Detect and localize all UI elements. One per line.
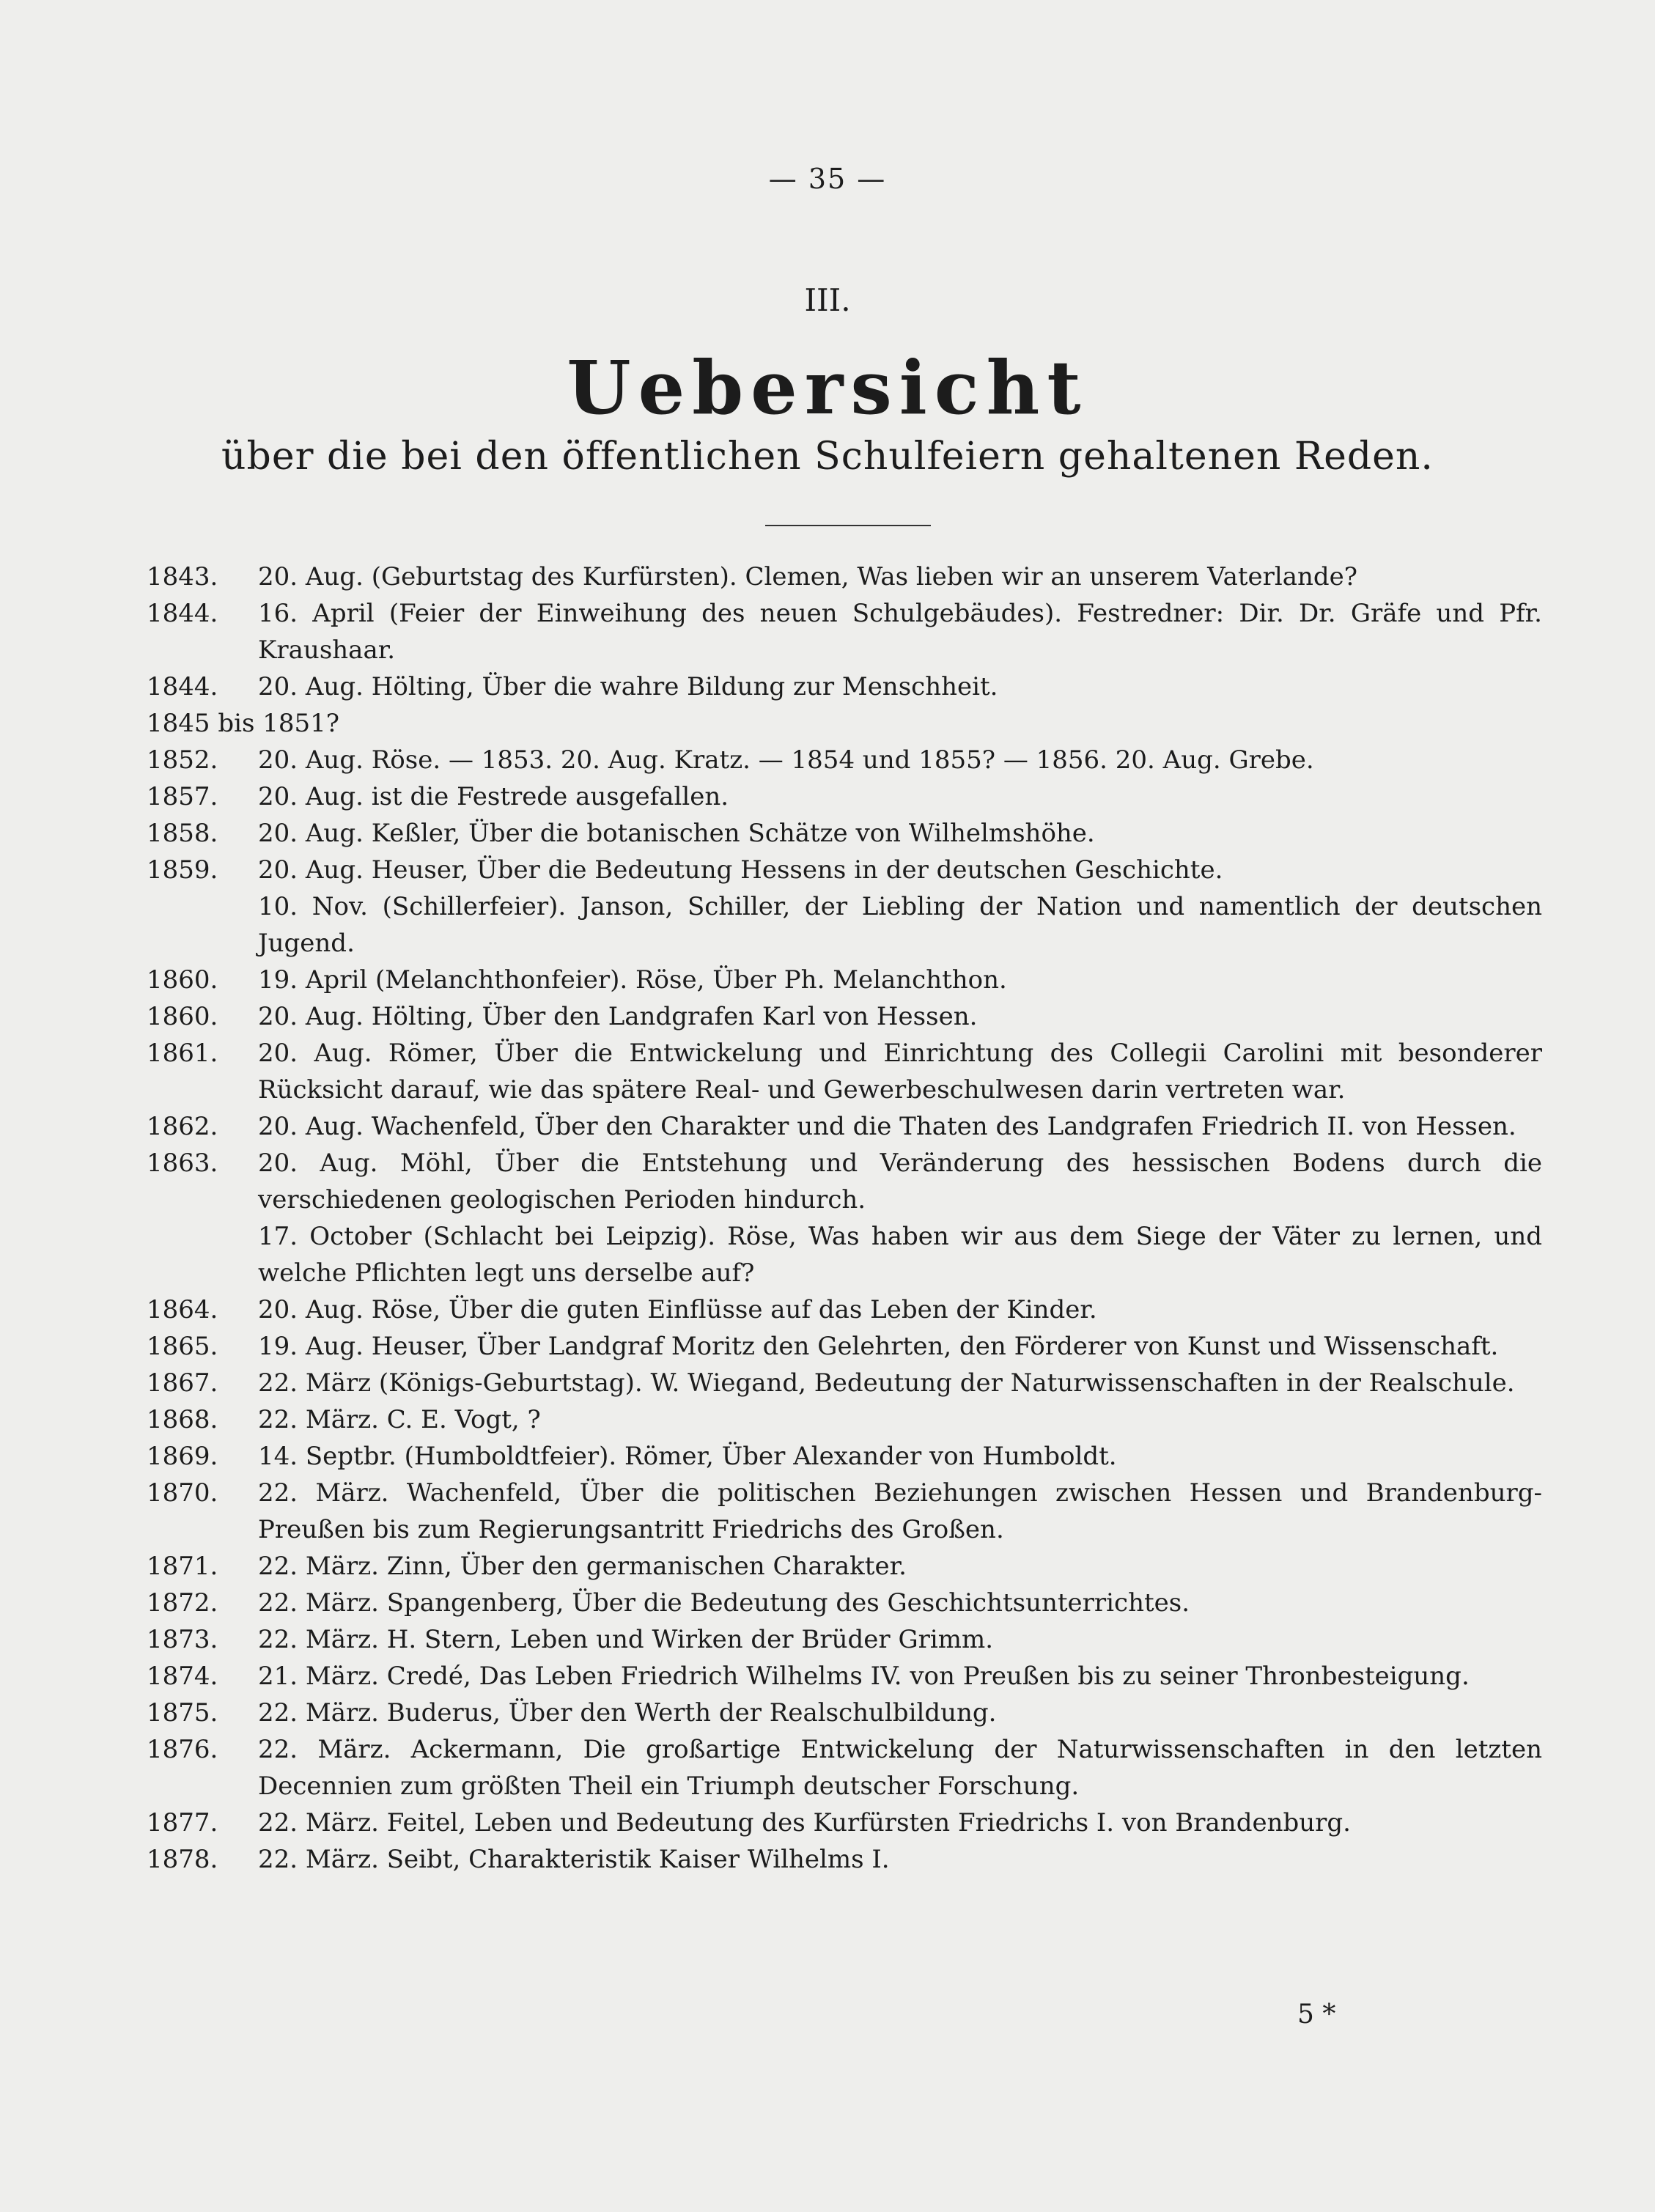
list-item [0,1035,1655,1108]
list-item [0,668,1655,705]
entry-text: 17. October (Schlacht bei Leipzig). Röse, Was haben wir aus dem Siege der Väter zu lernen, und welche Pflichten legt uns derselbe auf? [258,1222,1542,1288]
entry-year: 1877. [147,1808,218,1837]
list-item [0,558,1655,595]
list-item [0,1695,1655,1731]
list-item [0,595,1655,668]
page-number: — 35 — [768,163,887,195]
entry-text: 22. März. Feitel, Leben und Bedeutung des Kurfürsten Friedrichs I. von Brandenburg. [258,1808,1351,1837]
list-item [0,1365,1655,1401]
entry-year: 1844. [147,672,218,701]
list-item [0,1475,1655,1548]
title-divider [765,525,931,526]
entry-text: 19. April (Melanchthonfeier). Röse, Über Ph. Melanchthon. [258,965,1007,995]
entry-year: 1867. [147,1368,218,1398]
entry-year: 1875. [147,1698,218,1728]
list-item [0,742,1655,778]
page-subtitle: über die bei den öffentlichen Schulfeiern gehaltenen Reden. [221,435,1434,479]
entry-year: 1865. [147,1332,218,1361]
entry-year: 1863. [147,1149,218,1178]
entry-year: 1860. [147,1002,218,1031]
entry-year: 1872. [147,1588,218,1618]
list-item [0,1218,1655,1291]
entry-text: 20. Aug. Heuser, Über die Bedeutung Hessens in der deutschen Geschichte. [258,855,1223,885]
list-item [0,1438,1655,1475]
list-item [0,1145,1655,1218]
entry-text: 20. Aug. Hölting, Über die wahre Bildung zur Menschheit. [258,672,998,701]
entry-year: 1859. [147,855,218,885]
entry-text: 19. Aug. Heuser, Über Landgraf Moritz den Gelehrten, den Förderer von Kunst und Wissenschaft. [258,1332,1499,1361]
entry-text: 22. März. Wachenfeld, Über die politischen Beziehungen zwischen Hessen und Brandenburg-Preußen bis zum Regierungsantritt Friedrichs des Großen. [258,1478,1542,1544]
list-item [0,778,1655,815]
entry-text: 21. März. Credé, Das Leben Friedrich Wilhelms IV. von Preußen bis zu seiner Thronbesteigung. [258,1662,1470,1691]
list-item [0,1328,1655,1365]
entry-year: 1871. [147,1552,218,1581]
entry-text: 14. Septbr. (Humboldtfeier). Römer, Über Alexander von Humboldt. [258,1442,1117,1471]
entry-text: 20. Aug. Wachenfeld, Über den Charakter und die Thaten des Landgrafen Friedrich II. von Hessen. [258,1112,1516,1141]
entry-year: 1860. [147,965,218,995]
entry-text: 22. März (Königs-Geburtstag). W. Wiegand, Bedeutung der Naturwissenschaften in der Realschule. [258,1368,1515,1398]
entry-year: 1861. [147,1039,218,1068]
entry-text: 20. Aug. Röse. — 1853. 20. Aug. Kratz. — 1854 und 1855? — 1856. 20. Aug. Grebe. [258,745,1314,775]
list-item [0,705,1655,742]
entry-text: 22. März. H. Stern, Leben und Wirken der Brüder Grimm. [258,1625,994,1654]
entry-text: 22. März. Zinn, Über den germanischen Charakter. [258,1552,907,1581]
list-item [0,815,1655,852]
entry-text: 20. Aug. ist die Festrede ausgefallen. [258,782,729,811]
entry-text: 22. März. Seibt, Charakteristik Kaiser Wilhelms I. [258,1845,890,1874]
list-item [0,998,1655,1035]
entry-text: 20. Aug. Römer, Über die Entwickelung und Einrichtung des Collegii Carolini mit besonderer Rücksicht darauf, wie das spätere Real- und Gewerbeschulwesen darin vertreten war. [258,1039,1542,1105]
list-item [0,1731,1655,1804]
list-item [0,1108,1655,1145]
entry-text: 22. März. C. E. Vogt, ? [258,1405,541,1434]
entry-text: 20. Aug. Möhl, Über die Entstehung und Veränderung des hessischen Bodens durch die verschiedenen geologischen Perioden hindurch. [258,1149,1542,1214]
list-item [0,1291,1655,1328]
list-item [0,1621,1655,1658]
entry-year: 1874. [147,1662,218,1691]
section-number: III. [804,282,851,318]
speech-list [0,558,1655,1878]
entry-text: 16. April (Feier der Einweihung des neuen Schulgebäudes). Festredner: Dir. Dr. Gräfe und Pfr. Kraushaar. [258,599,1542,665]
entry-text: 22. März. Ackermann, Die großartige Entwickelung der Naturwissenschaften in den letzten Decennien zum größten Theil ein Triumph deutscher Forschung. [258,1735,1542,1801]
entry-year: 1862. [147,1112,218,1141]
entry-text: 1845 bis 1851? [147,709,339,738]
list-item [0,1658,1655,1695]
list-item [0,1585,1655,1621]
list-item [0,1401,1655,1438]
signature-mark: 5 * [1297,1999,1336,2029]
list-item [0,888,1655,962]
entry-year: 1878. [147,1845,218,1874]
list-item [0,852,1655,888]
entry-year: 1844. [147,599,218,628]
entry-year: 1858. [147,819,218,848]
entry-text: 20. Aug. Hölting, Über den Landgrafen Karl von Hessen. [258,1002,978,1031]
entry-text: 22. März. Buderus, Über den Werth der Realschulbildung. [258,1698,997,1728]
entry-year: 1843. [147,562,218,591]
entry-year: 1864. [147,1295,218,1324]
entry-year: 1869. [147,1442,218,1471]
entry-text: 22. März. Spangenberg, Über die Bedeutung des Geschichtsunterrichtes. [258,1588,1190,1618]
entry-year: 1873. [147,1625,218,1654]
entry-text: 20. Aug. Keßler, Über die botanischen Schätze von Wilhelmshöhe. [258,819,1095,848]
entry-year: 1857. [147,782,218,811]
list-item [0,962,1655,998]
entry-year: 1870. [147,1478,218,1508]
entry-text: 10. Nov. (Schillerfeier). Janson, Schiller, der Liebling der Nation und namentlich der deutschen Jugend. [258,892,1542,958]
list-item [0,1841,1655,1878]
list-item [0,1804,1655,1841]
entry-text: 20. Aug. Röse, Über die guten Einflüsse auf das Leben der Kinder. [258,1295,1097,1324]
page-title: Uebersicht [567,344,1088,431]
list-item [0,1548,1655,1585]
entry-year: 1852. [147,745,218,775]
entry-year: 1868. [147,1405,218,1434]
entry-year: 1876. [147,1735,218,1764]
entry-text: 20. Aug. (Geburtstag des Kurfürsten). Clemen, Was lieben wir an unserem Vaterlande? [258,562,1358,591]
